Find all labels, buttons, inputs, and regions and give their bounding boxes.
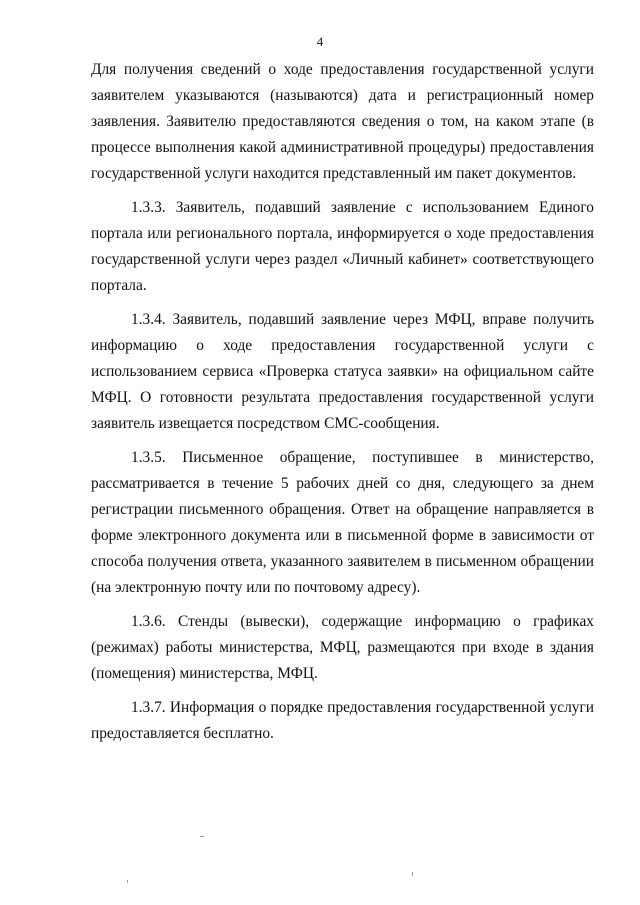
paragraph-1-3-5: 1.3.5. Письменное обращение, поступившее в министерство, рассматривается в течение 5 рабочих дней со дня, следующего за днем регистрации письменного обращения. Ответ на обращение направляется в форме электронного документа или в письменной форме в зависимости от способа получения ответа, указанного заявителем в письменном обращении (на электронную почту или по почтовому адресу). xyxy=(91,449,594,596)
document-body xyxy=(91,57,594,747)
paragraph-status-info: Для получения сведений о ходе предоставления государственной услуги заявителем указываются (называются) дата и регистрационный номер заявления. Заявителю предоставляются сведения о том, на каком этапе (в процессе выполнения какой административной процедуры) предоставления государственной услуги находится представленный им пакет документов. xyxy=(91,61,594,182)
paragraph-1-3-4: 1.3.4. Заявитель, подавший заявление через МФЦ, вправе получить информацию о ходе предоставления государственной услуги с использованием сервиса «Проверка статуса заявки» на официальном сайте МФЦ. О готовности результата предоставления государственной услуги заявитель извещается посредством СМС-сообщения. xyxy=(91,311,594,432)
paragraph-1-3-7: 1.3.7. Информация о порядке предоставления государственной услуги предоставляется бесплатно. xyxy=(91,699,594,742)
scan-speck xyxy=(127,880,128,883)
paragraph-1-3-3: 1.3.3. Заявитель, подавший заявление с использованием Единого портала или регионального портала, информируется о ходе предоставления государственной услуги через раздел «Личный кабинет» соответствующего портала. xyxy=(91,199,594,294)
page-number: 4 xyxy=(316,34,324,49)
scan-speck xyxy=(412,872,413,876)
scan-speck xyxy=(200,836,204,837)
paragraph-1-3-6: 1.3.6. Стенды (вывески), содержащие информацию о графиках (режимах) работы министерства, МФЦ, размещаются при входе в здания (помещения) министерства, МФЦ. xyxy=(91,613,594,682)
